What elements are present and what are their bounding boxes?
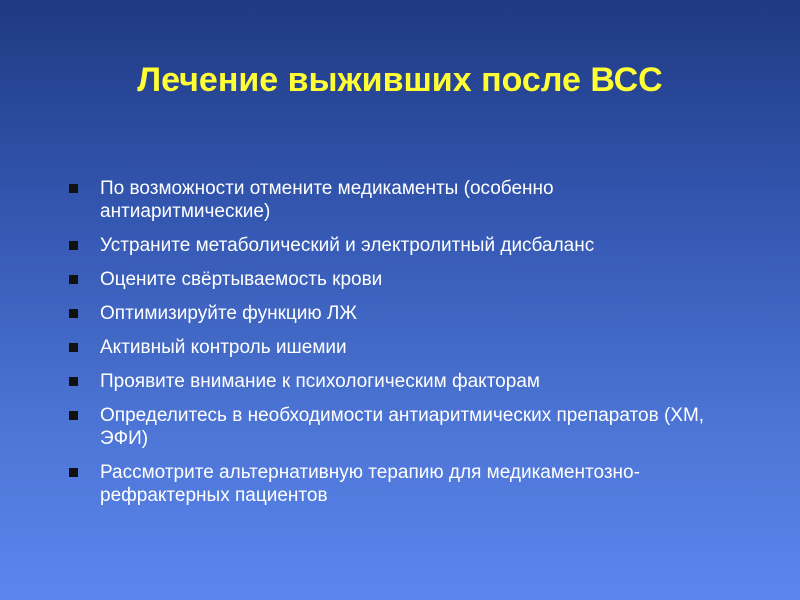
bullet-text: Определитесь в необходимости антиаритмических препаратов (ХМ, ЭФИ) [100, 405, 705, 449]
square-bullet-icon [69, 411, 78, 420]
bullet-text: Оцените свёртываемость крови [100, 269, 383, 290]
square-bullet-icon [69, 343, 78, 352]
square-bullet-icon [69, 275, 78, 284]
bullet-item [66, 336, 726, 359]
bullet-text: Рассмотрите альтернативную терапию для медикаментозно-рефрактерных пациентов [100, 462, 640, 506]
bullet-text: Проявите внимание к психологическим факторам [100, 371, 540, 392]
square-bullet-icon [69, 184, 78, 193]
bullet-item [66, 302, 726, 325]
bullet-text: По возможности отмените медикаменты (особенно антиаритмические) [100, 178, 554, 222]
square-bullet-icon [69, 241, 78, 250]
square-bullet-icon [69, 468, 78, 477]
slide-title: Лечение выживших после ВСС [137, 61, 663, 99]
bullet-item [66, 234, 726, 257]
bullet-list [66, 177, 726, 518]
bullet-text: Активный контроль ишемии [100, 337, 347, 358]
bullet-item [66, 177, 726, 223]
square-bullet-icon [69, 309, 78, 318]
bullet-text: Оптимизируйте функцию ЛЖ [100, 303, 357, 324]
bullet-item [66, 404, 726, 450]
bullet-item [66, 268, 726, 291]
square-bullet-icon [69, 377, 78, 386]
bullet-item [66, 370, 726, 393]
bullet-text: Устраните метаболический и электролитный дисбаланс [100, 235, 595, 256]
bullet-item [66, 461, 726, 507]
